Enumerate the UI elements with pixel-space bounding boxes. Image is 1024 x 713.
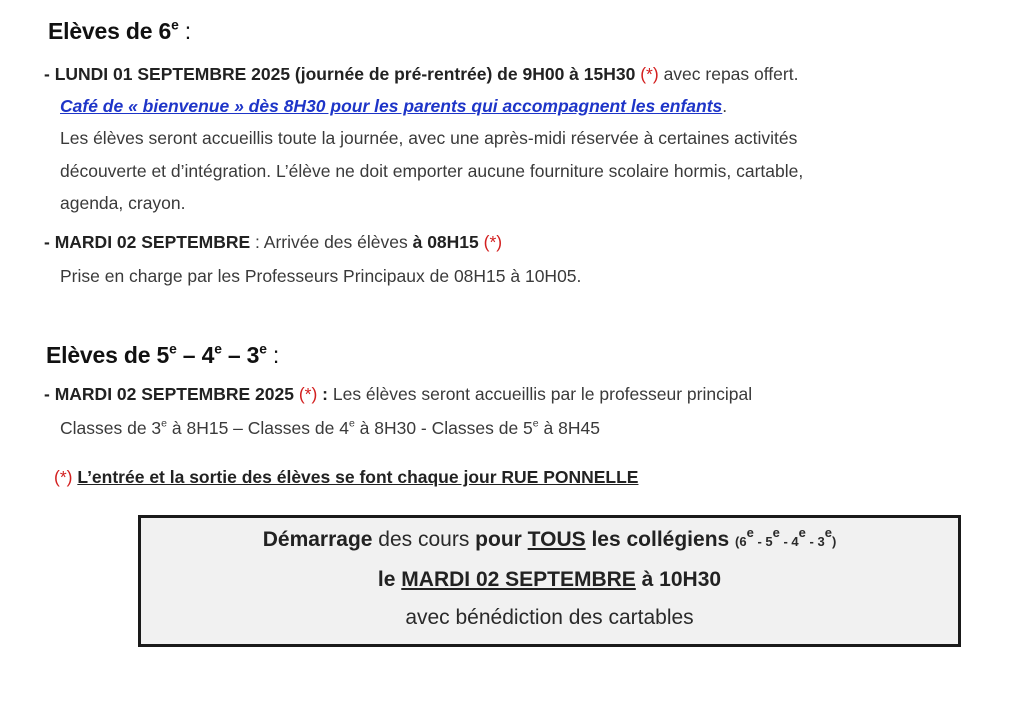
entree-sortie-note: (*) L’entrée et la sortie des élèves se font chaque jour RUE PONNELLE: [54, 467, 639, 487]
item-lundi-pre-rentree: - LUNDI 01 SEPTEMBRE 2025 (journée de pré-rentrée) de 9H00 à 15H30 (*) avec repas offert.: [44, 64, 799, 84]
box-line-2: le MARDI 02 SEPTEMBRE à 10H30: [377, 568, 722, 591]
description-line-2: découverte et d’intégration. L’élève ne doit emporter aucune fourniture scolaire hormis, cartable,: [60, 161, 804, 181]
box-line-3: avec bénédiction des cartables: [405, 606, 694, 629]
item-mardi-2025: - MARDI 02 SEPTEMBRE 2025 (*) : Les élèves seront accueillis par le professeur principal: [44, 384, 753, 404]
description-line-3: agenda, crayon.: [60, 193, 186, 213]
classes-horaires: Classes de 3e à 8H15 – Classes de 4e à 8H30 - Classes de 5e à 8H45: [60, 417, 600, 438]
heading-cinquieme-quatrieme-troisieme: Elèves de 5e – 4e – 3e :: [46, 341, 280, 368]
description-line-1: Les élèves seront accueillis toute la journée, avec une après-midi réservée à certaines activités: [60, 128, 798, 148]
item-mardi-arrivee: - MARDI 02 SEPTEMBRE : Arrivée des élèves à 08H15 (*): [44, 232, 503, 252]
heading-sixieme: Elèves de 6e :: [48, 17, 191, 44]
prise-en-charge-text: Prise en charge par les Professeurs Principaux de 08H15 à 10H05.: [60, 266, 582, 286]
box-line-1: Démarrage des cours pour TOUS les collégiens (6e - 5e - 4e - 3e): [262, 524, 837, 551]
cafe-bienvenue-link[interactable]: Café de « bienvenue » dès 8H30 pour les parents qui accompagnent les enfants.: [60, 96, 728, 116]
note-asterisk: (*): [54, 467, 73, 487]
demarrage-cours-box: [138, 515, 961, 647]
